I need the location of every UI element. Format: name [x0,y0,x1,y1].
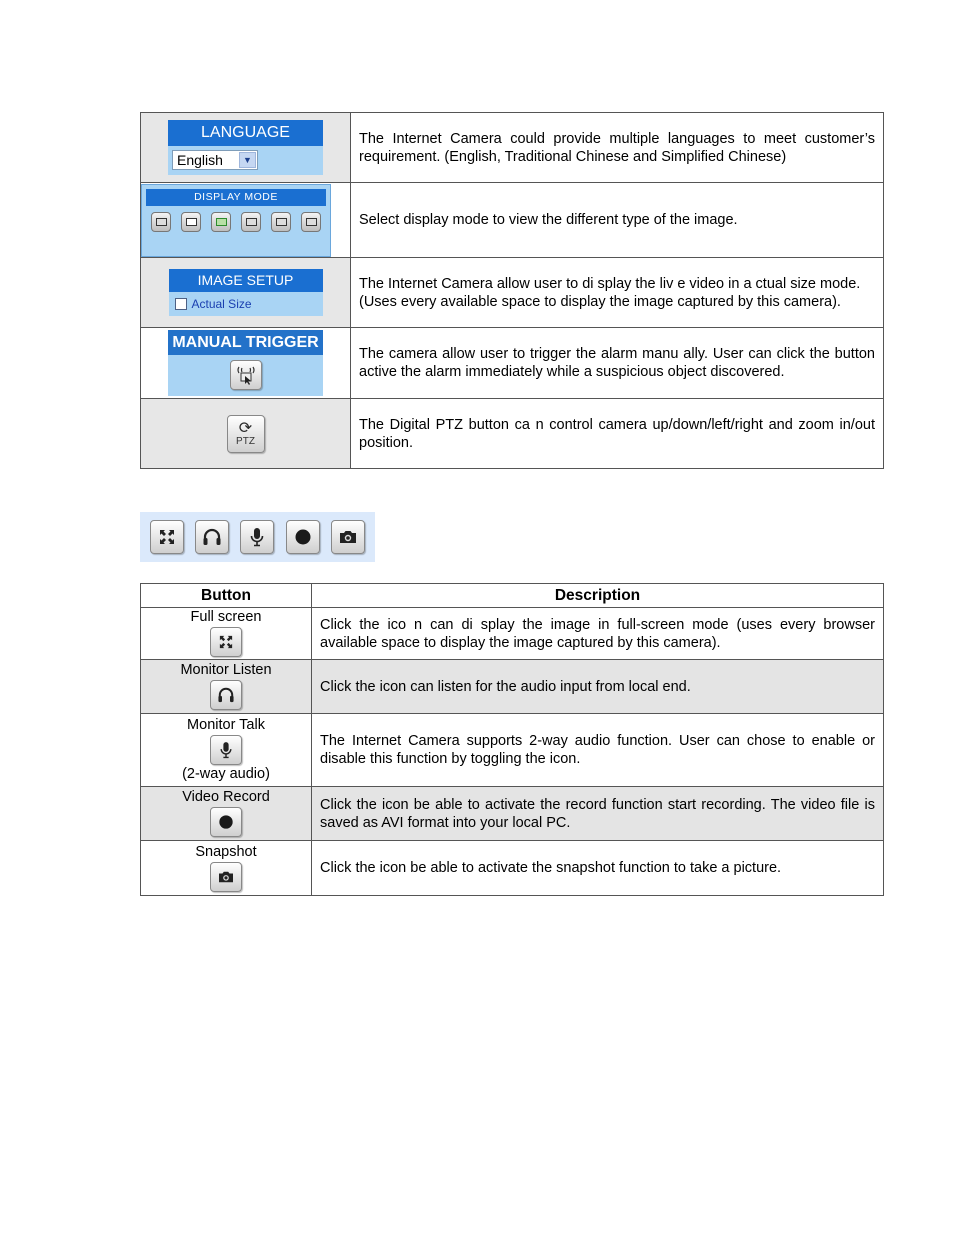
headphones-icon[interactable] [195,520,229,554]
button-column-header: Button [141,584,312,608]
camera-icon[interactable] [331,520,365,554]
image-setup-description [351,258,884,328]
control-toolbar [140,512,375,562]
button-cell [141,841,312,896]
image-setup-panel-cell [141,258,351,328]
feature-row-image-setup [141,258,884,328]
table-row [141,787,884,841]
button-name: Monitor Talk [187,717,265,733]
features-table [140,112,884,469]
display-mode-title: DISPLAY MODE [146,189,326,206]
button-cell [141,787,312,841]
image-setup-title: IMAGE SETUP [169,269,323,292]
record-icon[interactable] [210,807,242,837]
language-panel-title: LANGUAGE [168,120,323,146]
ptz-description: The Digital PTZ button ca n control camera up/down/left/right and zoom in/out position. [351,399,884,469]
button-subtitle: (2-way audio) [182,766,270,782]
button-name: Snapshot [195,843,257,860]
button-description: Click the icon be able to activate the snapshot function to take a picture. [312,841,884,896]
actual-size-checkbox[interactable] [175,298,187,310]
ptz-button-label: PTZ [236,435,255,447]
display-mode-4-icon[interactable] [241,212,261,232]
description-column-header: Description [312,584,884,608]
display-mode-5-icon[interactable] [271,212,291,232]
fullscreen-icon[interactable] [150,520,184,554]
display-mode-3-icon[interactable] [211,212,231,232]
button-name: Monitor Listen [180,662,272,678]
language-panel [168,120,323,175]
feature-row-display-mode [141,183,884,258]
button-description: Click the icon be able to activate the record function start recording. The video file is saved as AVI format into your local PC. [312,787,884,841]
manual-trigger-description: The camera allow user to trigger the alarm manu ally. User can click the button active the alarm immediately while a suspicious object discovered. [351,328,884,399]
language-description: The Internet Camera could provide multiple languages to meet customer’s requirement. (English, Traditional Chinese and Simplified Chinese) [351,113,884,183]
refresh-arrows-icon: ⟳ [238,419,253,437]
feature-row-language [141,113,884,183]
feature-row-ptz [141,399,884,469]
display-mode-6-icon[interactable] [301,212,321,232]
manual-trigger-panel [168,330,323,396]
display-mode-panel-cell [141,183,351,258]
language-select[interactable] [172,150,258,170]
buttons-table-header-row [141,584,884,608]
button-cell [141,660,312,714]
record-icon[interactable] [286,520,320,554]
button-cell [141,714,312,787]
image-setup-description-line-1: The Internet Camera allow user to di splay the liv e video in a ctual size mode. [359,275,861,292]
table-row [141,660,884,714]
camera-icon[interactable] [210,862,242,892]
language-select-value: English [177,152,223,168]
chevron-down-icon[interactable]: ▼ [239,152,256,168]
button-description: The Internet Camera supports 2-way audio function. User can chose to enable or disable this function by toggling the icon. [312,714,884,787]
microphone-icon[interactable] [210,735,242,765]
microphone-icon[interactable] [240,520,274,554]
actual-size-label: Actual Size [191,297,252,311]
fullscreen-icon[interactable] [210,627,242,657]
buttons-table [140,583,884,896]
button-description: Click the icon can listen for the audio input from local end. [312,660,884,714]
display-mode-panel [141,184,331,257]
headphones-icon[interactable] [210,680,242,710]
manual-trigger-panel-cell [141,328,351,399]
actual-size-option[interactable] [169,292,323,311]
table-row [141,714,884,787]
ptz-cell [141,399,351,469]
feature-row-manual-trigger [141,328,884,399]
display-mode-description: Select display mode to view the different type of the image. [351,183,884,258]
button-cell [141,608,312,660]
image-setup-description-line-2: (Uses every available space to display the image captured by this camera). [359,293,841,310]
table-row [141,841,884,896]
image-setup-panel [169,269,323,316]
alarm-trigger-icon[interactable] [230,360,262,390]
button-name: Video Record [182,789,270,805]
language-panel-cell [141,113,351,183]
button-description: Click the ico n can di splay the image in full-screen mode (uses every browser available space to display the image captured by this camera). [312,608,884,660]
ptz-button[interactable] [227,415,265,453]
button-name: Full screen [190,609,262,625]
display-mode-2-icon[interactable] [181,212,201,232]
display-mode-1-icon[interactable] [151,212,171,232]
table-row [141,608,884,660]
manual-trigger-title: MANUAL TRIGGER [168,330,323,355]
